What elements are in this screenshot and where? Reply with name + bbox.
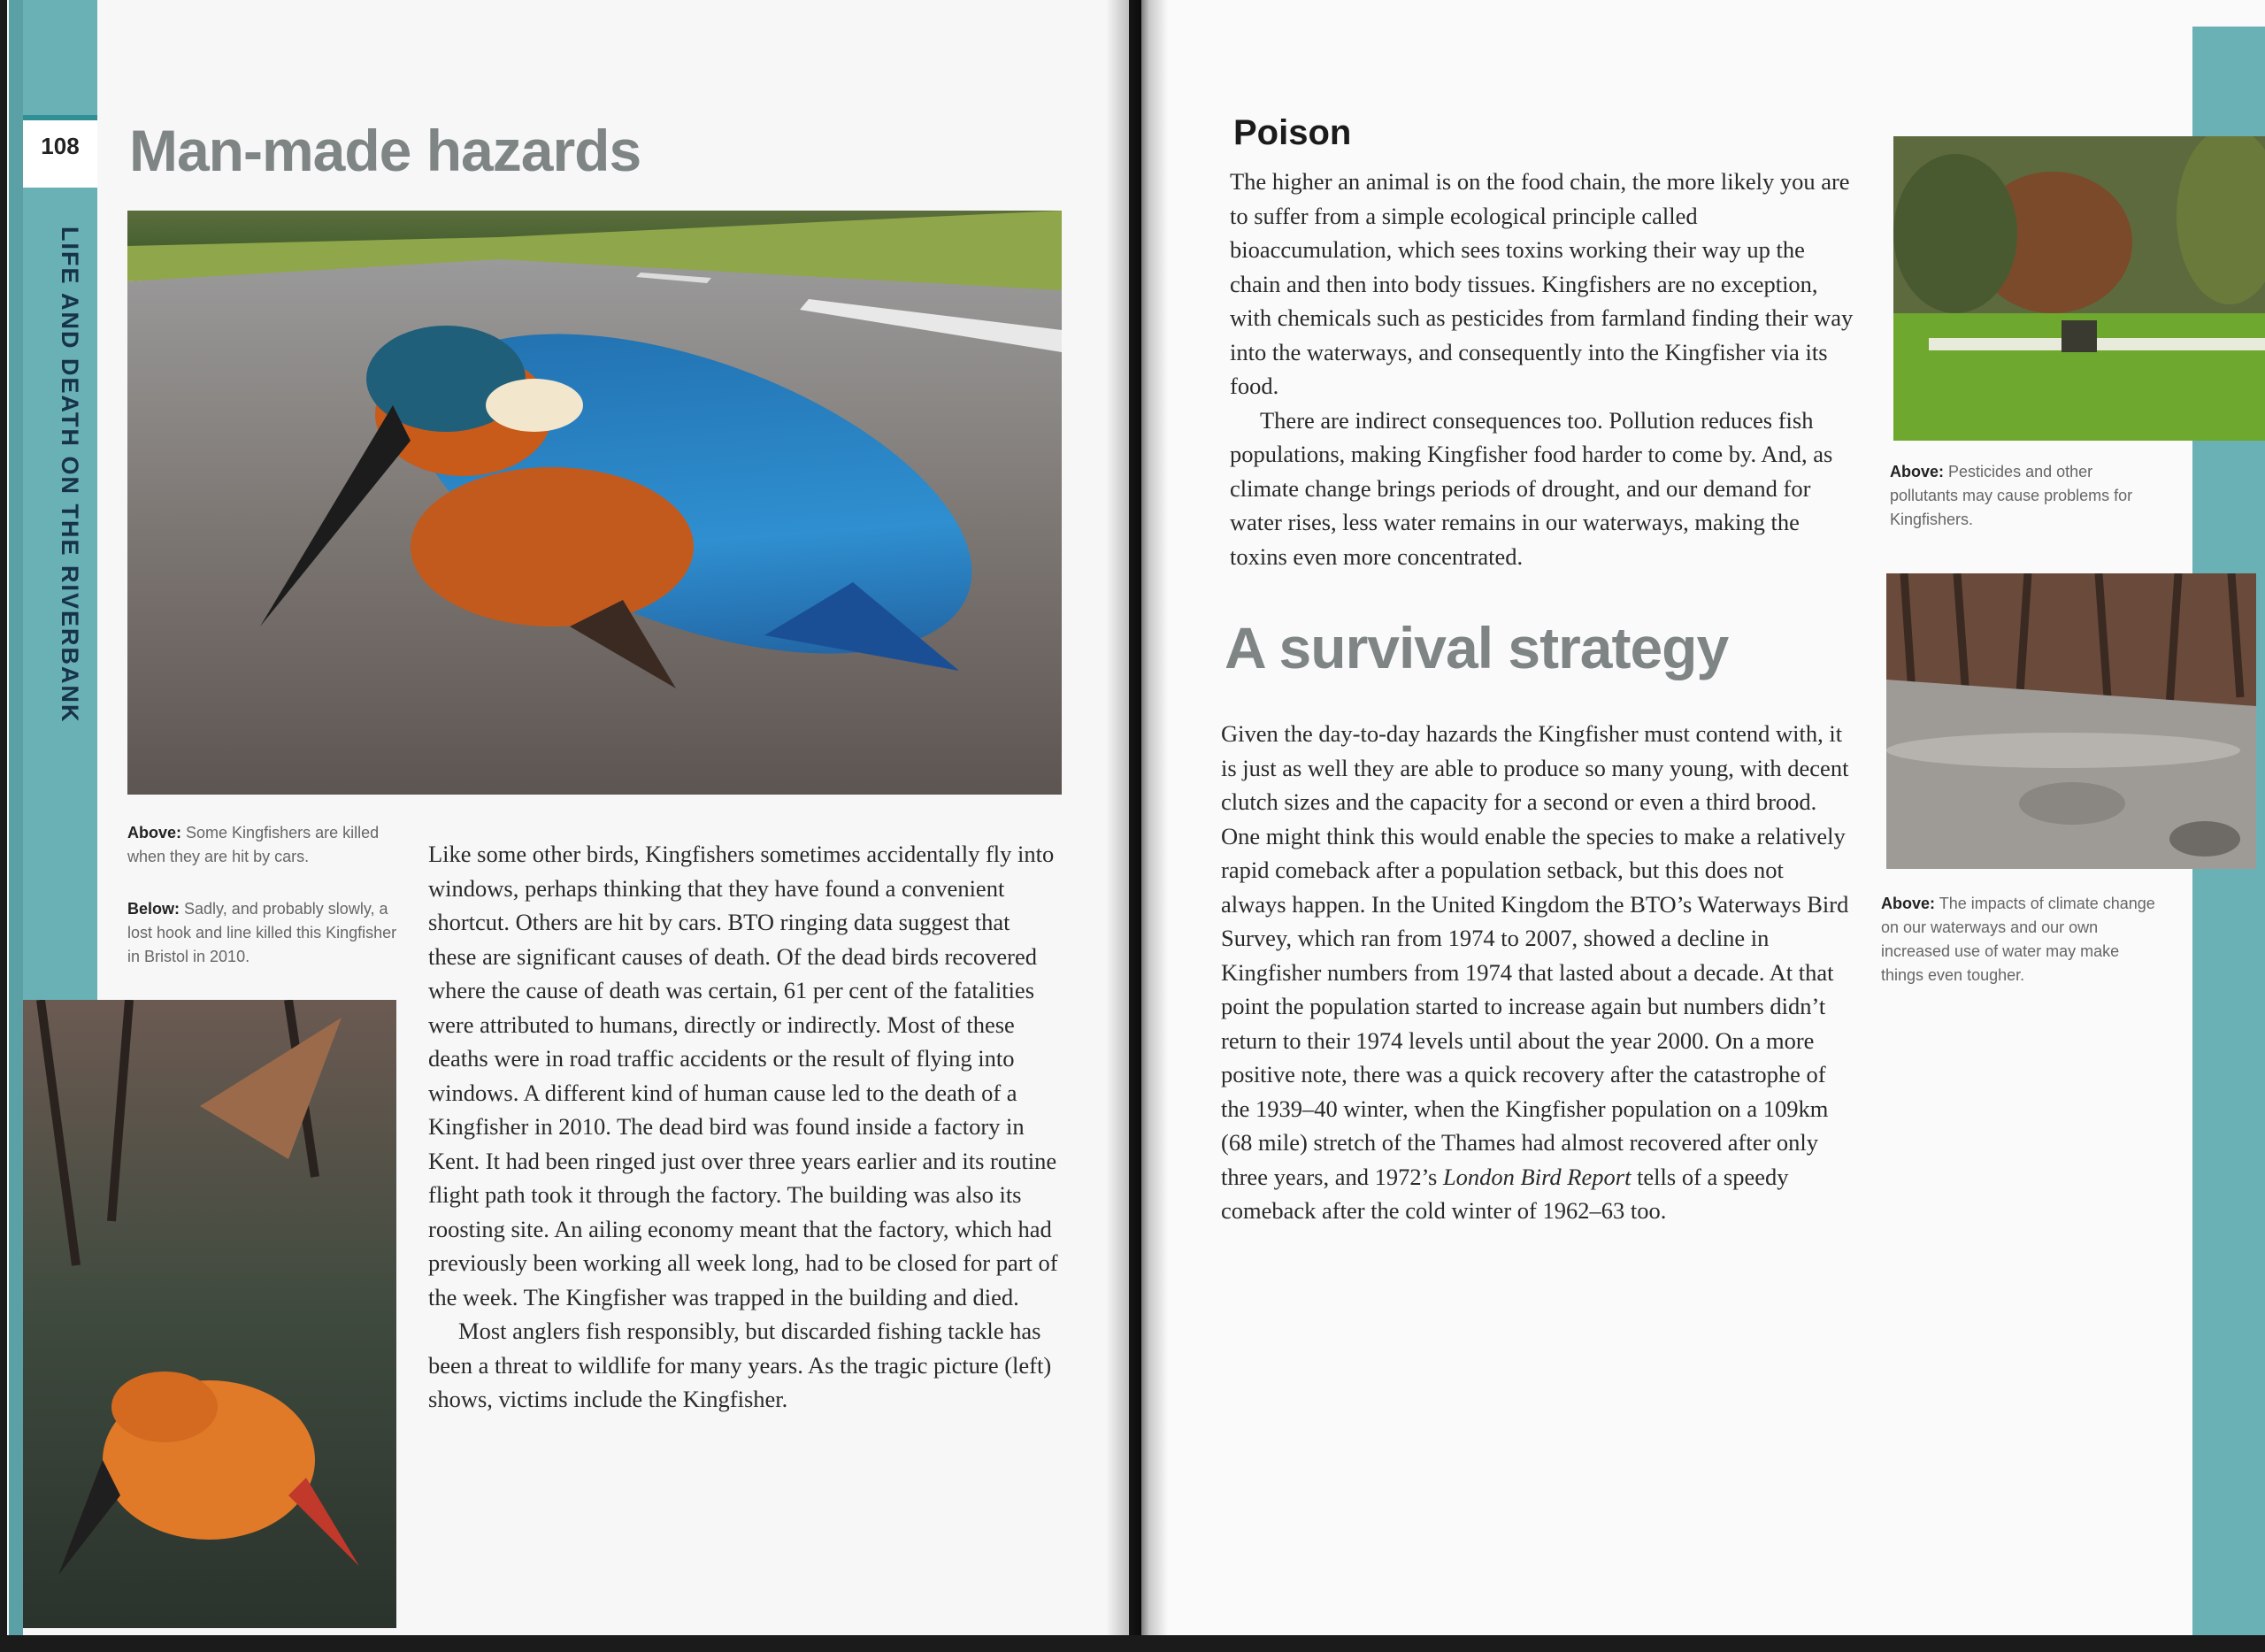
- caption-below: [127, 897, 402, 969]
- poison-paragraph-1: The higher an animal is on the food chain, the more likely you are to suffer from a simple ecological principle called bioaccumulation, which sees toxins working their way up the chain and then into body tissues. Kingfishers are no exception, with chemicals such as pesticides from farmland finding their way into the waterways, and consequently into the Kingfisher via its food.: [1230, 168, 1854, 399]
- caption-climate-label: Above:: [1881, 895, 1936, 912]
- caption-below-label: Below:: [127, 900, 180, 918]
- left-edge-strip: [9, 0, 23, 1635]
- survival-text-part-2: tells of a speedy comeback after the cold winter of 1962–63 too.: [1221, 1163, 1789, 1224]
- caption-above-text: Some Kingfishers are killed when they are hit by cars.: [127, 824, 380, 865]
- caption-above-label: Above:: [127, 824, 182, 841]
- survival-heading: A survival strategy: [1225, 615, 1729, 680]
- caption-climate: [1881, 892, 2161, 987]
- caption-below-text: Sadly, and probably slowly, a lost hook and line killed this Kingfisher in Bristol in 2010.: [127, 900, 397, 965]
- caption-pesticides: [1890, 460, 2146, 532]
- tractor-spraying-photo: [1893, 136, 2265, 441]
- road-kingfisher-photo: [127, 211, 1062, 795]
- left-paragraph-1: Like some other birds, Kingfishers sometimes accidentally fly into windows, perhaps thinking that they have found a convenient shortcut. Others are hit by cars. BTO ringing data suggest that these are significant causes of death. Of the dead birds recovered where the cause of death was certain, 61 per cent of the fatalities were attributed to humans, directly or indirectly. Most of these deaths were in road traffic accidents or the result of flying into windows. A different kind of human cause led to the death of a Kingfisher in 2010. The dead bird was found inside a factory in Kent. It had been ringed just over three years earlier and its routine flight path took it through the factory. The building was also its roosting site. An ailing economy meant that the factory, which had previously been working all week long, had to be closed for part of the week. The Kingfisher was trapped in the building and died.: [428, 841, 1058, 1310]
- caption-pesticides-text: Pesticides and other pollutants may cause problems for Kingfishers.: [1890, 463, 2133, 528]
- caption-climate-text: The impacts of climate change on our waterways and our own increased use of water may make things even tougher.: [1881, 895, 2155, 984]
- dry-riverbed-photo: [1886, 573, 2256, 869]
- page-heading: Man-made hazards: [129, 118, 641, 183]
- london-bird-report-title: London Bird Report: [1442, 1163, 1632, 1190]
- book-spine-shadow: [1106, 0, 1168, 1635]
- poison-paragraph-2: There are indirect consequences too. Pollution reduces fish populations, making Kingfisher food harder to come by. And, as climate change brings periods of drought, and our demand for water rises, less water remains in our waterways, making the toxins even more concentrated.: [1230, 406, 1833, 570]
- hooked-kingfisher-photo: [23, 1000, 396, 1628]
- caption-above: [127, 821, 402, 869]
- survival-text-part-1: Given the day-to-day hazards the Kingfisher must contend with, it is just as well they are able to produce so many young, with decent clutch sizes and the capacity for a second or even a third brood. One might think this would enable the species to make a relatively rapid comeback after a population setback, but this does not always happen. In the United Kingdom the BTO’s Waterways Bird Survey, which ran from 1974 to 2007, showed a decline in Kingfisher numbers from 1974 that lasted about a decade. At that point the population started to increase again but numbers didn’t return to their 1974 levels until about the year 2000. On a more positive note, there was a quick recovery after the catastrophe of the 1939–40 winter, when the Kingfisher population on a 109km (68 mile) stretch of the Thames had almost recovered after only three years, and 1972’s: [1221, 720, 1849, 1190]
- left-body-text: [428, 837, 1062, 1417]
- poison-text: [1230, 165, 1858, 573]
- running-section-title: LIFE AND DEATH ON THE RIVERBANK: [57, 227, 83, 724]
- poison-heading: Poison: [1233, 113, 1352, 152]
- page-number: 108: [41, 133, 80, 159]
- survival-text: [1221, 717, 1854, 1228]
- survival-paragraph: [1221, 717, 1854, 1228]
- caption-pesticides-label: Above:: [1890, 463, 1945, 480]
- left-paragraph-2: Most anglers fish responsibly, but discarded fishing tackle has been a threat to wildlife for many years. As the tragic picture (left) shows, victims include the Kingfisher.: [428, 1318, 1052, 1412]
